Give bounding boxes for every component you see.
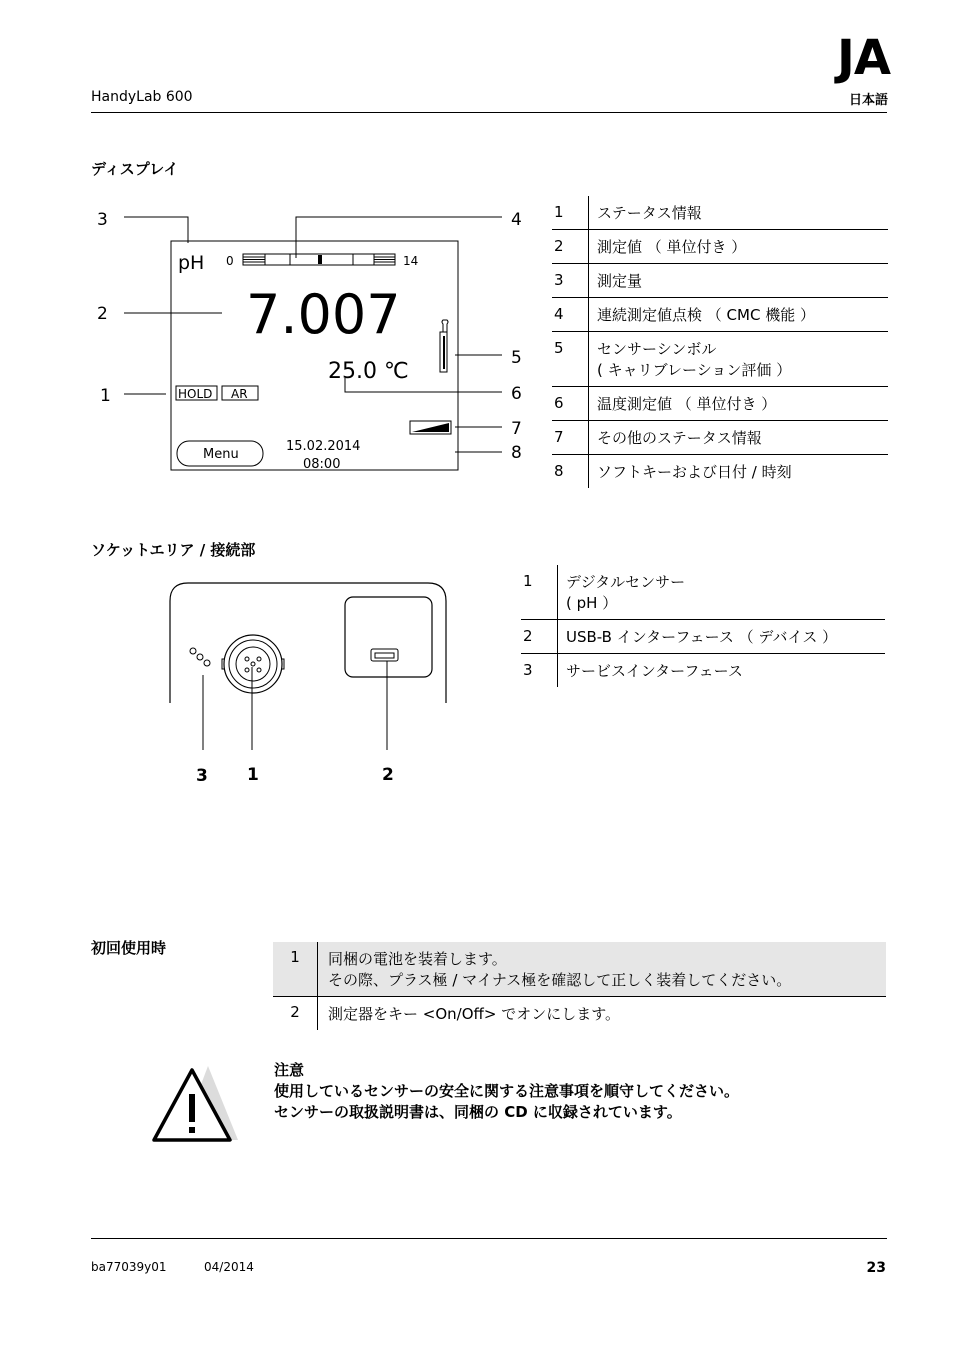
usb-port-icon: [371, 649, 398, 661]
sensor-symbol-icon: [440, 320, 448, 372]
callout-8: 8: [511, 443, 522, 463]
language-code: JA: [836, 30, 890, 86]
digital-sensor-socket-icon: [222, 635, 284, 693]
legend-row: 3 サービスインターフェース: [521, 654, 885, 688]
callout-4: 4: [511, 210, 522, 230]
callout-3: 3: [97, 210, 108, 230]
softkey-menu-label: Menu: [203, 447, 239, 462]
socket-callout-2: 2: [382, 765, 394, 785]
status-hold-label: HOLD: [178, 387, 213, 401]
footer-divider: [91, 1238, 887, 1239]
scale-min: 0: [226, 254, 234, 268]
warning-text: [274, 1060, 739, 1123]
callout-6: 6: [511, 384, 522, 404]
screen-time: 08:00: [303, 457, 341, 472]
step-row: 1 同梱の電池を装着します。 その際、プラス極 / マイナス極を確認して正しく装着してください。: [273, 942, 886, 997]
display-legend: [552, 196, 888, 488]
legend-row: 8 ソフトキーおよび日付 / 時刻: [552, 455, 888, 489]
screen-param: pH: [178, 252, 205, 274]
scale-max: 14: [403, 254, 419, 268]
legend-row: 7 その他のステータス情報: [552, 421, 888, 455]
screen-value: 7.007: [246, 283, 401, 346]
key-on-off: <On/Off>: [422, 1005, 497, 1023]
battery-icon: [410, 421, 451, 434]
leader-4: [296, 217, 502, 258]
socket-section-title: ソケットエリア / 接続部: [91, 541, 256, 559]
legend-row: 2 測定値 （ 単位付き ）: [552, 230, 888, 264]
cmc-scale-bar: [243, 254, 395, 265]
display-diagram: [0, 190, 540, 490]
product-name: HandyLab 600: [91, 89, 193, 105]
socket-legend: [521, 565, 885, 687]
socket-callout-3: 3: [196, 766, 208, 786]
footer-doc-id: ba77039y01: [91, 1260, 167, 1274]
callout-7: 7: [511, 419, 522, 439]
legend-row: 2 USB-B インターフェース （ デバイス ）: [521, 620, 885, 654]
callout-2: 2: [97, 304, 108, 324]
legend-row: 3 測定量: [552, 264, 888, 298]
status-ar-label: AR: [231, 387, 248, 401]
warning-line-1: 使用しているセンサーの安全に関する注意事項を順守してください。: [274, 1082, 740, 1100]
screen-temperature: 25.0 ℃: [328, 359, 409, 384]
legend-row: 6 温度測定値 （ 単位付き ）: [552, 387, 888, 421]
usb-compartment: [345, 597, 432, 677]
page-number: 23: [866, 1260, 886, 1276]
callout-1: 1: [100, 386, 111, 406]
warning-title: 注意: [274, 1061, 305, 1079]
device-outline: [170, 583, 446, 703]
callout-5: 5: [511, 348, 522, 368]
display-section-title: ディスプレイ: [91, 160, 179, 178]
screen-date: 15.02.2014: [286, 439, 361, 454]
footer-date: 04/2014: [204, 1260, 254, 1274]
service-interface-icon: [190, 648, 210, 666]
socket-callout-1: 1: [247, 765, 259, 785]
leader-3: [124, 217, 188, 243]
header-divider: [91, 112, 887, 113]
screen-frame: [171, 241, 458, 470]
first-use-steps: [273, 942, 886, 1030]
step-row: 2 測定器をキー <On/Off> でオンにします。: [273, 997, 886, 1031]
legend-row: 1 デジタルセンサー ( pH ）: [521, 565, 885, 620]
language-name: 日本語: [848, 93, 888, 108]
warning-line-2: センサーの取扱説明書は、同梱の CD に収録されています。: [274, 1103, 682, 1121]
warning-icon: [150, 1062, 240, 1146]
socket-diagram: [150, 575, 470, 795]
legend-row: 4 連続測定値点検 （ CMC 機能 ）: [552, 298, 888, 332]
legend-row: 5 センサーシンボル ( キャリブレーション評価 ）: [552, 332, 888, 387]
legend-row: 1 ステータス情報: [552, 196, 888, 230]
first-use-title: 初回使用時: [91, 939, 167, 957]
